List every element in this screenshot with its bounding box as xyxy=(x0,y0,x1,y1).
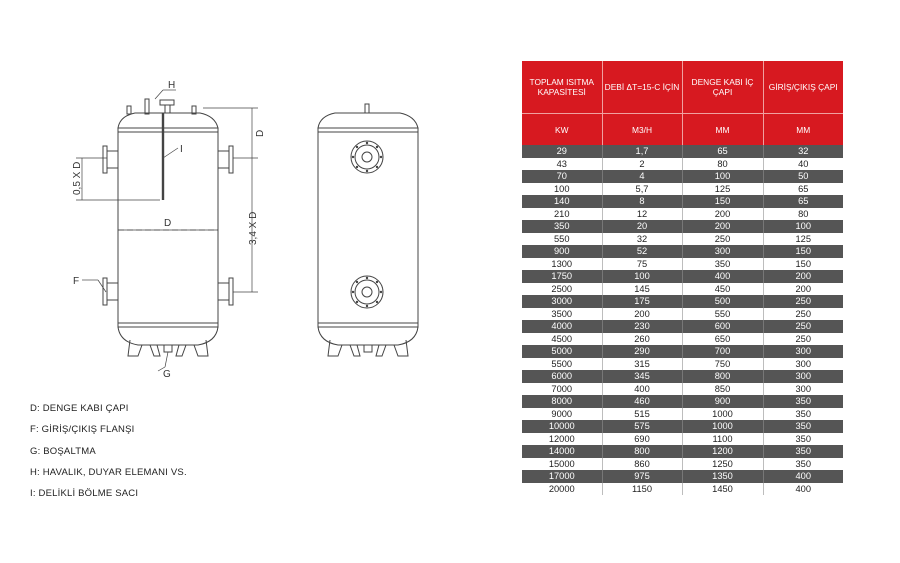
table-row xyxy=(522,408,843,421)
table-row xyxy=(522,270,843,283)
table-cell: 6000 xyxy=(522,370,602,383)
label-d-top: D xyxy=(255,129,266,137)
table-cell: 850 xyxy=(682,383,763,396)
table-cell: 20000 xyxy=(522,483,602,496)
table-cell: 650 xyxy=(682,333,763,346)
table-cell: 29 xyxy=(522,145,602,158)
table-cell: 145 xyxy=(602,283,682,296)
table-cell: 250 xyxy=(682,233,763,246)
legend-item-i: I: DELİKLİ BÖLME SACI xyxy=(30,488,139,500)
table-cell: 1000 xyxy=(682,408,763,421)
table-cell: 80 xyxy=(763,208,843,221)
table-cell: 1300 xyxy=(522,258,602,271)
table-cell: 350 xyxy=(763,395,843,408)
table-cell: 1000 xyxy=(682,420,763,433)
table-cell: 350 xyxy=(763,433,843,446)
table-cell: 100 xyxy=(682,170,763,183)
table-cell: 350 xyxy=(522,220,602,233)
table-cell: 250 xyxy=(763,295,843,308)
table-cell: 50 xyxy=(763,170,843,183)
table-cell: 140 xyxy=(522,195,602,208)
table-row xyxy=(522,458,843,471)
table-row xyxy=(522,383,843,396)
table-cell: 3500 xyxy=(522,308,602,321)
table-cell: 100 xyxy=(763,220,843,233)
table-cell: 12000 xyxy=(522,433,602,446)
table-cell: 1200 xyxy=(682,445,763,458)
table-cell: 2500 xyxy=(522,283,602,296)
table-cell: 200 xyxy=(682,220,763,233)
legend-item-d: D: DENGE KABI ÇAPI xyxy=(30,403,129,414)
table-cell: 100 xyxy=(602,270,682,283)
table-cell: 300 xyxy=(763,358,843,371)
table-cell: 350 xyxy=(682,258,763,271)
table-cell: 900 xyxy=(522,245,602,258)
label-half-d: 0,5 X D xyxy=(72,161,83,195)
table-cell: 400 xyxy=(763,470,843,483)
table-row xyxy=(522,283,843,296)
table-row xyxy=(522,245,843,258)
legend-item-g: G: BOŞALTMA xyxy=(30,445,96,457)
table-cell: 290 xyxy=(602,345,682,358)
table-cell: 350 xyxy=(763,445,843,458)
table-cell: 80 xyxy=(682,158,763,171)
table-cell: 200 xyxy=(602,308,682,321)
unit-mm: MM xyxy=(763,114,843,146)
table-cell: 345 xyxy=(602,370,682,383)
table-cell: 5,7 xyxy=(602,183,682,196)
label-f: F xyxy=(73,276,80,287)
header-flow: DEBİ ΔT=15-C İÇİN xyxy=(602,61,682,114)
table-cell: 230 xyxy=(602,320,682,333)
table-row xyxy=(522,195,843,208)
table-cell: 52 xyxy=(602,245,682,258)
header-capacity: TOPLAM ISITMA KAPASİTESİ xyxy=(522,61,602,114)
table-cell: 900 xyxy=(682,395,763,408)
table-cell: 350 xyxy=(763,408,843,421)
table-cell: 150 xyxy=(763,258,843,271)
table-cell: 2 xyxy=(602,158,682,171)
table-cell: 5500 xyxy=(522,358,602,371)
table-cell: 400 xyxy=(682,270,763,283)
table-cell: 65 xyxy=(682,145,763,158)
table-row xyxy=(522,445,843,458)
table-cell: 300 xyxy=(763,345,843,358)
table-cell: 450 xyxy=(682,283,763,296)
table-cell: 12 xyxy=(602,208,682,221)
table-cell: 400 xyxy=(763,483,843,496)
table-cell: 7000 xyxy=(522,383,602,396)
table-cell: 150 xyxy=(682,195,763,208)
unit-m3h: M3/H xyxy=(602,114,682,146)
table-cell: 1450 xyxy=(682,483,763,496)
table-cell: 20 xyxy=(602,220,682,233)
table-cell: 200 xyxy=(682,208,763,221)
legend-item-h: H: HAVALIK, DUYAR ELEMANI VS. xyxy=(30,466,187,478)
table-cell: 10000 xyxy=(522,420,602,433)
left-tank-section xyxy=(82,90,233,371)
table-cell: 125 xyxy=(682,183,763,196)
table-cell: 575 xyxy=(602,420,682,433)
table-cell: 550 xyxy=(682,308,763,321)
table-cell: 8 xyxy=(602,195,682,208)
table-cell: 32 xyxy=(602,233,682,246)
table-cell: 690 xyxy=(602,433,682,446)
table-row xyxy=(522,420,843,433)
label-three-four-d: 3,4 X D xyxy=(248,211,259,245)
table-cell: 750 xyxy=(682,358,763,371)
table-cell: 1750 xyxy=(522,270,602,283)
table-cell: 800 xyxy=(682,370,763,383)
table-cell: 3000 xyxy=(522,295,602,308)
table-row xyxy=(522,483,843,496)
table-cell: 300 xyxy=(763,370,843,383)
flange-bolts xyxy=(352,142,382,307)
table-cell: 75 xyxy=(602,258,682,271)
table-row xyxy=(522,208,843,221)
table-cell: 1150 xyxy=(602,483,682,496)
table-cell: 70 xyxy=(522,170,602,183)
table-row xyxy=(522,470,843,483)
table-cell: 125 xyxy=(763,233,843,246)
table-cell: 860 xyxy=(602,458,682,471)
table-cell: 550 xyxy=(522,233,602,246)
table-cell: 40 xyxy=(763,158,843,171)
table-cell: 300 xyxy=(763,383,843,396)
table-cell: 150 xyxy=(763,245,843,258)
label-d-mid: D xyxy=(164,218,172,229)
legend-item-f: F: GİRİŞ/ÇIKIŞ FLANŞI xyxy=(30,424,135,436)
table-row xyxy=(522,433,843,446)
table-row xyxy=(522,183,843,196)
table-cell: 1350 xyxy=(682,470,763,483)
table-cell: 32 xyxy=(763,145,843,158)
header-inlet-outlet: GİRİŞ/ÇIKIŞ ÇAPI xyxy=(763,61,843,114)
table-row xyxy=(522,370,843,383)
right-tank-view xyxy=(318,104,418,356)
label-i: I xyxy=(180,144,183,155)
table-cell: 515 xyxy=(602,408,682,421)
header-inner-diameter: DENGE KABI İÇ ÇAPI xyxy=(682,61,763,114)
table-row xyxy=(522,158,843,171)
table-cell: 65 xyxy=(763,195,843,208)
table-cell: 17000 xyxy=(522,470,602,483)
tank-technical-drawing xyxy=(0,0,520,400)
table-cell: 975 xyxy=(602,470,682,483)
table-cell: 1250 xyxy=(682,458,763,471)
table-row xyxy=(522,233,843,246)
table-row xyxy=(522,358,843,371)
table-row xyxy=(522,308,843,321)
dimension-lines xyxy=(76,108,258,292)
table-cell: 260 xyxy=(602,333,682,346)
table-row xyxy=(522,320,843,333)
table-cell: 250 xyxy=(763,308,843,321)
table-cell: 210 xyxy=(522,208,602,221)
table-row xyxy=(522,258,843,271)
table-row xyxy=(522,145,843,158)
table-cell: 800 xyxy=(602,445,682,458)
table-cell: 250 xyxy=(763,320,843,333)
table-cell: 100 xyxy=(522,183,602,196)
table-cell: 9000 xyxy=(522,408,602,421)
table-cell: 200 xyxy=(763,270,843,283)
table-cell: 8000 xyxy=(522,395,602,408)
table-cell: 200 xyxy=(763,283,843,296)
table-row xyxy=(522,395,843,408)
table-row xyxy=(522,220,843,233)
table-cell: 14000 xyxy=(522,445,602,458)
table-cell: 500 xyxy=(682,295,763,308)
table-cell: 65 xyxy=(763,183,843,196)
label-h: H xyxy=(168,80,176,91)
table-cell: 300 xyxy=(682,245,763,258)
table-row xyxy=(522,333,843,346)
capacity-table xyxy=(522,61,843,495)
table-cell: 43 xyxy=(522,158,602,171)
table-cell: 4000 xyxy=(522,320,602,333)
table-row xyxy=(522,345,843,358)
table-cell: 175 xyxy=(602,295,682,308)
table-cell: 4 xyxy=(602,170,682,183)
table-cell: 5000 xyxy=(522,345,602,358)
table-body xyxy=(522,145,843,495)
label-g: G xyxy=(163,369,171,380)
table-cell: 315 xyxy=(602,358,682,371)
table-cell: 350 xyxy=(763,458,843,471)
unit-kw: KW xyxy=(522,114,602,146)
table-cell: 400 xyxy=(602,383,682,396)
table-cell: 4500 xyxy=(522,333,602,346)
table-row xyxy=(522,170,843,183)
table-cell: 250 xyxy=(763,333,843,346)
unit-mm: MM xyxy=(682,114,763,146)
table-cell: 1100 xyxy=(682,433,763,446)
table-cell: 350 xyxy=(763,420,843,433)
table-cell: 700 xyxy=(682,345,763,358)
table-cell: 15000 xyxy=(522,458,602,471)
table-cell: 460 xyxy=(602,395,682,408)
legend xyxy=(30,403,290,509)
table-cell: 1,7 xyxy=(602,145,682,158)
table-row xyxy=(522,295,843,308)
table-cell: 600 xyxy=(682,320,763,333)
